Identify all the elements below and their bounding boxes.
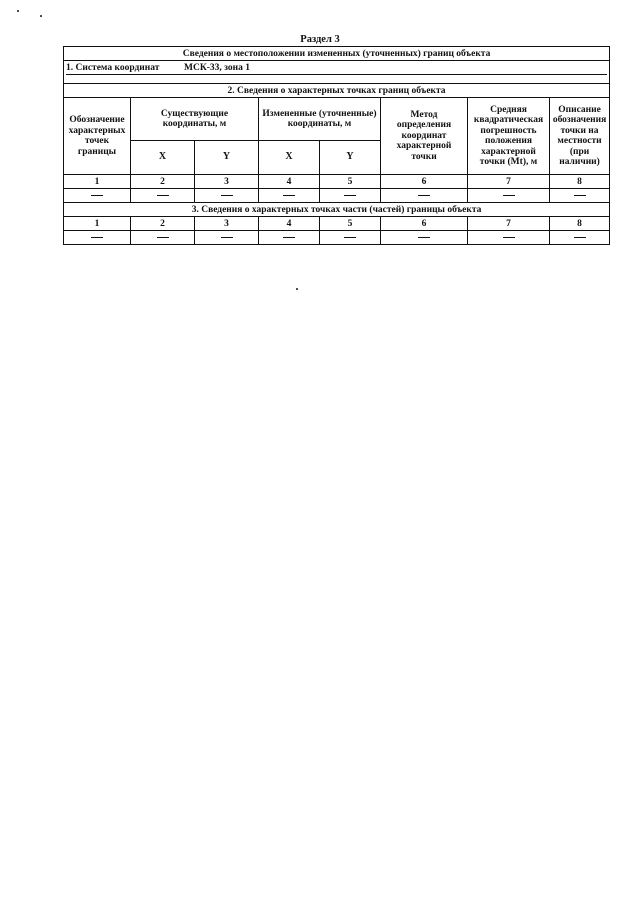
empty-cell xyxy=(468,231,550,245)
dash-mark xyxy=(503,237,515,238)
empty-cell xyxy=(259,189,320,203)
header-existing-coords: Существующие координаты, м xyxy=(131,98,259,141)
coord-system-label: 1. Система координат xyxy=(66,63,160,73)
header-changed-coords: Измененные (уточненные) координаты, м xyxy=(259,98,381,141)
section-3-table xyxy=(63,46,610,245)
header-existing-x: X xyxy=(131,141,195,175)
empty-cell xyxy=(320,231,381,245)
dash-mark xyxy=(221,195,233,196)
header-method: Метод определения координат характерной точки xyxy=(381,98,468,175)
empty-cell xyxy=(468,189,550,203)
dash-mark xyxy=(283,195,295,196)
empty-cell xyxy=(320,189,381,203)
column-number: 4 xyxy=(259,175,320,189)
coord-system-value: МСК-33, зона 1 xyxy=(184,63,250,73)
header-point-description: Описание обозначения точки на местности (при наличии) xyxy=(550,98,610,175)
column-number: 5 xyxy=(320,217,381,231)
section-title: Раздел 3 xyxy=(300,34,340,45)
header-changed-y: Y xyxy=(320,141,381,175)
block3-title-row xyxy=(64,203,610,217)
dash-mark xyxy=(283,237,295,238)
column-number: 6 xyxy=(381,217,468,231)
block2-title-row xyxy=(64,84,610,98)
empty-cell xyxy=(550,189,610,203)
dash-mark xyxy=(503,195,515,196)
column-number: 2 xyxy=(131,175,195,189)
dash-mark xyxy=(574,195,586,196)
column-number: 1 xyxy=(64,175,131,189)
dash-mark xyxy=(157,195,169,196)
block1-title: Сведения о местоположении измененных (уточненных) границ объекта xyxy=(64,47,610,61)
column-number: 5 xyxy=(320,175,381,189)
header-changed-x: X xyxy=(259,141,320,175)
column-number: 6 xyxy=(381,175,468,189)
dash-mark xyxy=(91,237,103,238)
scan-speck xyxy=(17,10,19,12)
column-number: 2 xyxy=(131,217,195,231)
scan-speck xyxy=(40,15,42,17)
block2-number-row xyxy=(64,175,610,189)
column-number: 8 xyxy=(550,217,610,231)
column-number: 7 xyxy=(468,217,550,231)
column-number: 1 xyxy=(64,217,131,231)
column-number: 3 xyxy=(195,175,259,189)
coord-system-underline xyxy=(66,74,607,75)
dash-mark xyxy=(344,237,356,238)
empty-cell xyxy=(131,231,195,245)
column-number: 4 xyxy=(259,217,320,231)
column-number: 7 xyxy=(468,175,550,189)
dash-mark xyxy=(91,195,103,196)
column-number: 3 xyxy=(195,217,259,231)
empty-cell xyxy=(195,231,259,245)
header-point-designation: Обозначение характерных точек границы xyxy=(64,98,131,175)
scan-speck xyxy=(296,288,298,290)
column-number: 8 xyxy=(550,175,610,189)
block2-header-row xyxy=(64,98,610,141)
empty-cell xyxy=(381,231,468,245)
empty-cell xyxy=(550,231,610,245)
dash-mark xyxy=(418,195,430,196)
dash-mark xyxy=(418,237,430,238)
dash-mark xyxy=(344,195,356,196)
block2-empty-row xyxy=(64,189,610,203)
empty-cell xyxy=(64,231,131,245)
block2-title: 2. Сведения о характерных точках границ объекта xyxy=(64,84,610,98)
empty-cell xyxy=(195,189,259,203)
empty-cell xyxy=(131,189,195,203)
block3-empty-row xyxy=(64,231,610,245)
block3-number-row xyxy=(64,217,610,231)
empty-cell xyxy=(259,231,320,245)
header-existing-y: Y xyxy=(195,141,259,175)
dash-mark xyxy=(221,237,233,238)
empty-cell xyxy=(381,189,468,203)
coord-system-cell xyxy=(64,61,610,84)
dash-mark xyxy=(574,237,586,238)
block1-title-row xyxy=(64,47,610,61)
header-mean-error: Средняя квадратическая погрешность положения характерной точки (Mt), м xyxy=(468,98,550,175)
dash-mark xyxy=(157,237,169,238)
block3-title: 3. Сведения о характерных точках части (частей) границы объекта xyxy=(64,203,610,217)
empty-cell xyxy=(64,189,131,203)
coord-system-row xyxy=(64,61,610,84)
